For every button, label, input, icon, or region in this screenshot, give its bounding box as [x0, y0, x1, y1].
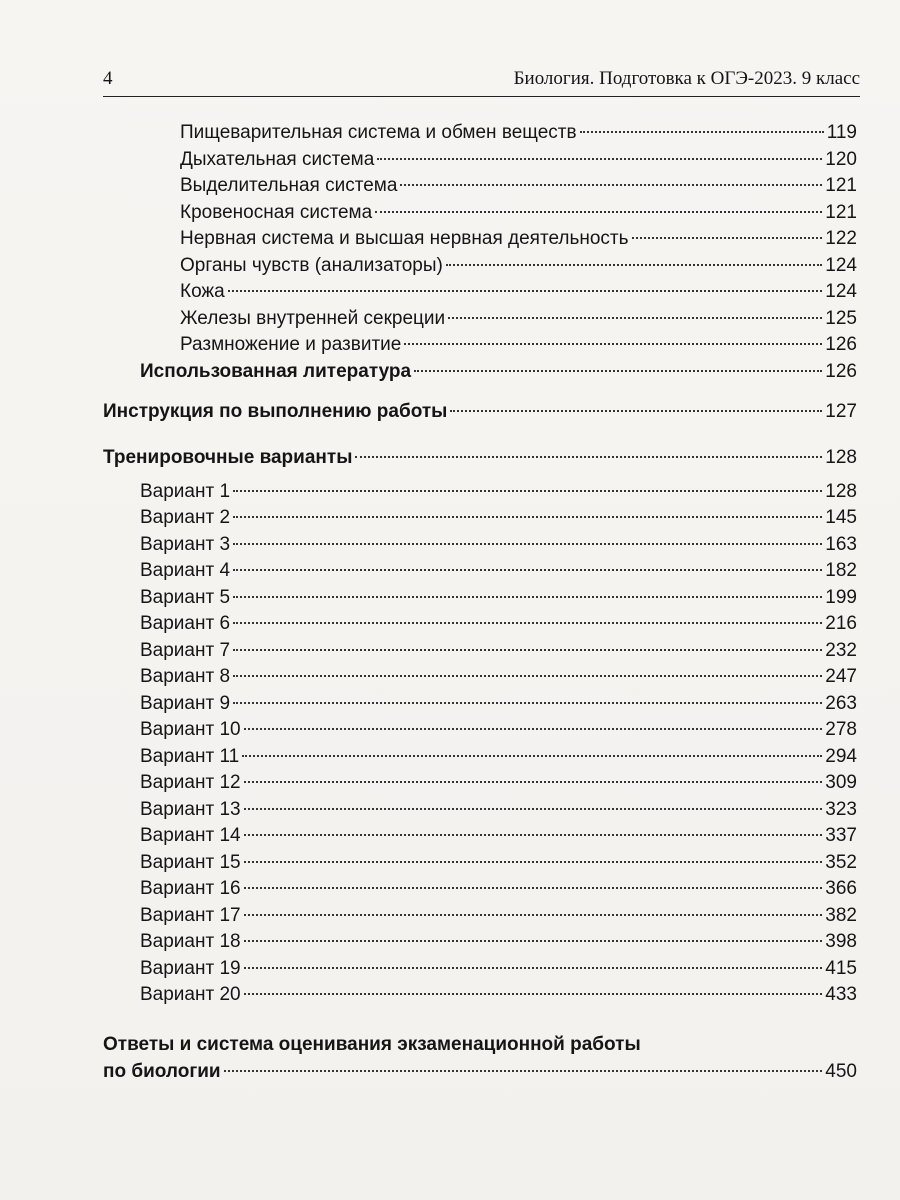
- toc-entry-label: Кровеносная система: [180, 202, 373, 223]
- dot-leader: [233, 675, 822, 677]
- dot-leader: [244, 967, 823, 969]
- toc-entry-label: Вариант 6: [140, 613, 231, 634]
- toc-entry-page: 125: [825, 308, 857, 329]
- dot-leader: [244, 887, 823, 889]
- toc-entry-label: Вариант 12: [140, 772, 241, 793]
- dot-leader: [228, 290, 823, 292]
- toc-entry-variant[interactable]: [140, 768, 857, 798]
- toc-entry-label: Вариант 8: [140, 666, 231, 687]
- toc-entry-page: 278: [825, 719, 857, 740]
- toc-entry-page: 145: [825, 507, 857, 528]
- dot-leader: [580, 131, 824, 133]
- dot-leader: [244, 781, 823, 783]
- dot-leader: [233, 569, 822, 571]
- running-title: Биология. Подготовка к ОГЭ-2023. 9 класс: [513, 68, 860, 89]
- toc-entry-page: 124: [825, 255, 857, 276]
- toc-entry-label: Кожа: [180, 281, 225, 302]
- toc-entry-page: 126: [825, 361, 857, 382]
- dot-leader: [414, 370, 822, 372]
- toc-entry-page: 366: [825, 878, 857, 899]
- toc-entry-page: 247: [825, 666, 857, 687]
- toc-entry-page: 263: [825, 693, 857, 714]
- toc-entry-variant[interactable]: [140, 874, 857, 904]
- toc-entry-page: 121: [825, 202, 857, 223]
- toc-entry-variant[interactable]: [140, 821, 857, 851]
- dot-leader: [355, 456, 822, 458]
- toc-entry-page: 415: [825, 958, 857, 979]
- dot-leader: [244, 914, 823, 916]
- toc-entry-page: 352: [825, 852, 857, 873]
- toc-entry-variant[interactable]: [140, 927, 857, 957]
- toc-entry[interactable]: [180, 277, 857, 307]
- toc-entry[interactable]: [180, 224, 857, 254]
- toc-entry-page: 126: [825, 334, 857, 355]
- toc-entry-label: Вариант 20: [140, 984, 241, 1005]
- toc-entry-variant[interactable]: [140, 609, 857, 639]
- toc-entry-label: Выделительная система: [180, 175, 398, 196]
- toc-entry[interactable]: [180, 330, 857, 360]
- dot-leader: [242, 755, 822, 757]
- toc-entry-label: Размножение и развитие: [180, 334, 402, 355]
- toc-entry-label: Вариант 16: [140, 878, 241, 899]
- toc-entry-label: Вариант 1: [140, 481, 231, 502]
- dot-leader: [244, 834, 823, 836]
- toc-entry-label: Железы внутренней секреции: [180, 308, 446, 329]
- toc-entry-variant[interactable]: [140, 980, 857, 1010]
- dot-leader: [233, 516, 822, 518]
- dot-leader: [404, 343, 822, 345]
- toc-entry-page: 216: [825, 613, 857, 634]
- toc-entry-variant[interactable]: [140, 662, 857, 692]
- toc-entry-label: Вариант 5: [140, 587, 231, 608]
- toc-entry-page: 337: [825, 825, 857, 846]
- toc-entry-page: 294: [825, 746, 857, 767]
- toc-entry-literature[interactable]: [140, 357, 857, 387]
- dot-leader: [400, 184, 822, 186]
- toc-entry-label: Вариант 15: [140, 852, 241, 873]
- dot-leader: [375, 211, 822, 213]
- toc-entry-label: Нервная система и высшая нервная деятельность: [180, 228, 629, 249]
- dot-leader: [244, 993, 823, 995]
- toc-entry-label: Вариант 7: [140, 640, 231, 661]
- dot-leader: [632, 237, 823, 239]
- toc-entry-label: Вариант 2: [140, 507, 231, 528]
- toc-entry-label: Тренировочные варианты: [103, 447, 353, 468]
- toc-entry-page: 128: [825, 447, 857, 468]
- page-number: 4: [103, 68, 113, 89]
- toc-entry-page: 122: [825, 228, 857, 249]
- toc-entry-label: Вариант 11: [140, 746, 240, 767]
- toc-entry-page: 163: [825, 534, 857, 555]
- toc-entry[interactable]: [180, 171, 857, 201]
- toc-entry-page: 232: [825, 640, 857, 661]
- toc-entry-answers-line1[interactable]: Ответы и система оценивания экзаменационной работы: [103, 1034, 641, 1055]
- toc-entry-variant[interactable]: [140, 503, 857, 533]
- toc-entry-page: 382: [825, 905, 857, 926]
- toc-entry[interactable]: [180, 118, 857, 148]
- dot-leader: [377, 158, 822, 160]
- toc-entry-label: Инструкция по выполнению работы: [103, 401, 448, 422]
- toc-entry-label: Вариант 14: [140, 825, 241, 846]
- dot-leader: [233, 622, 822, 624]
- toc-entry-page: 309: [825, 772, 857, 793]
- toc-entry-page: 450: [825, 1061, 857, 1082]
- toc-entry-label: Вариант 9: [140, 693, 231, 714]
- toc-entry-label: Вариант 17: [140, 905, 241, 926]
- toc-entry-variant[interactable]: [140, 715, 857, 745]
- toc-entry-page: 182: [825, 560, 857, 581]
- dot-leader: [450, 410, 822, 412]
- toc-entry-page: 323: [825, 799, 857, 820]
- dot-leader: [448, 317, 822, 319]
- toc-entry-label: Использованная литература: [140, 361, 412, 382]
- toc-entry-training[interactable]: [103, 443, 857, 473]
- dot-leader: [244, 808, 823, 810]
- toc-entry-instructions[interactable]: [103, 397, 857, 427]
- dot-leader: [244, 728, 823, 730]
- dot-leader: [446, 264, 822, 266]
- toc-entry-label: Вариант 3: [140, 534, 231, 555]
- toc-entry-page: 199: [825, 587, 857, 608]
- toc-entry-label: Вариант 18: [140, 931, 241, 952]
- toc-entry-page: 433: [825, 984, 857, 1005]
- toc-entry-page: 121: [825, 175, 857, 196]
- dot-leader: [244, 861, 823, 863]
- toc-entry-page: 128: [825, 481, 857, 502]
- dot-leader: [233, 649, 822, 651]
- toc-entry-page: 120: [825, 149, 857, 170]
- toc-entry-page: 119: [826, 122, 857, 143]
- toc-entry-label: по биологии: [103, 1061, 221, 1082]
- dot-leader: [233, 702, 822, 704]
- dot-leader: [233, 490, 822, 492]
- toc-entry-label: Дыхательная система: [180, 149, 375, 170]
- toc-entry-page: 124: [825, 281, 857, 302]
- dot-leader: [244, 940, 823, 942]
- toc-entry-variant[interactable]: [140, 556, 857, 586]
- toc-entry-label: Вариант 19: [140, 958, 241, 979]
- dot-leader: [233, 543, 822, 545]
- toc-entry-page: 398: [825, 931, 857, 952]
- toc-entry-answers[interactable]: [103, 1057, 857, 1087]
- toc-entry-label: Вариант 13: [140, 799, 241, 820]
- toc-entry-label: Вариант 4: [140, 560, 231, 581]
- toc-entry-label: Вариант 10: [140, 719, 241, 740]
- dot-leader: [233, 596, 822, 598]
- toc-entry-page: 127: [825, 401, 857, 422]
- toc-entry-label: Пищеварительная система и обмен веществ: [180, 122, 577, 143]
- toc-entry-label: Органы чувств (анализаторы): [180, 255, 443, 276]
- dot-leader: [224, 1070, 823, 1072]
